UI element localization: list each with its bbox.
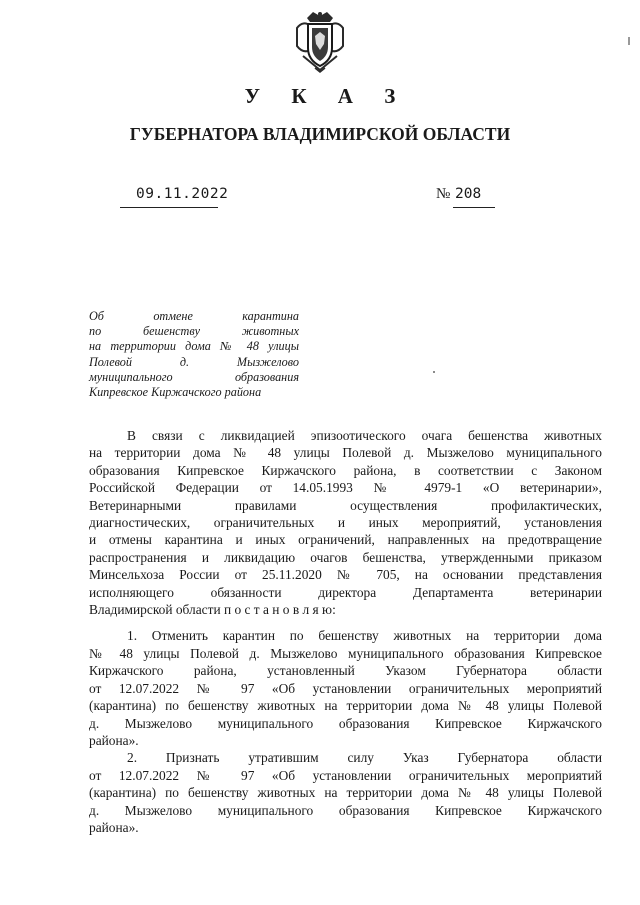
- preamble-paragraph: [89, 427, 602, 618]
- decree-item-2: [89, 749, 602, 836]
- subject-line: по бешенству животных: [89, 324, 299, 339]
- body-line: диагностических, ограничительных и иных мероприятий, установления: [89, 515, 602, 531]
- subject-line: Кипревское Киржачского района: [89, 385, 262, 400]
- coat-of-arms-icon: [293, 10, 347, 74]
- body-line: от 12.07.2022 № 97 «Об установлении ограничительных мероприятий: [89, 767, 602, 783]
- body-line: д. Мызжелово муниципального образования Кипревское Киржачского: [89, 802, 602, 818]
- body-line: (карантина) по бешенству животных на территории дома № 48 улицы Полевой: [89, 785, 602, 801]
- body-line: Ветеринарными правилами осуществления профилактических,: [89, 497, 602, 513]
- body-line: Минсельхоза России от 25.11.2020 № 705, на основании представления: [89, 567, 602, 583]
- body-line: Российской Федерации от 14.05.1993 № 4979-1 «О ветеринарии»,: [89, 480, 602, 496]
- document-subtitle: ГУБЕРНАТОРА ВЛАДИМИРСКОЙ ОБЛАСТИ: [129, 124, 511, 144]
- subject-line: Об отмене карантина: [89, 309, 299, 323]
- subject-line: муниципального образования: [89, 369, 299, 384]
- decree-item-1: [89, 627, 602, 749]
- scan-artifact: [433, 371, 435, 373]
- body-line: (карантина) по бешенству животных на территории дома № 48 улицы Полевой: [89, 698, 602, 714]
- document-body: [89, 427, 602, 836]
- document-number: 208: [455, 186, 482, 202]
- body-line: района».: [89, 732, 139, 748]
- subject-line: на территории дома № 48 улицы: [89, 339, 299, 354]
- body-line: образования Кипревское Киржачского района, в соответствии с Законом: [89, 462, 602, 478]
- body-line: В связи с ликвидацией эпизоотического очага бешенства животных: [127, 428, 602, 443]
- body-line: 1. Отменить карантин по бешенству животных на территории дома: [127, 628, 602, 644]
- body-line: распространения и ликвидацию очагов бешенства, утвержденными приказом: [89, 549, 602, 565]
- document-subject: [89, 309, 299, 400]
- body-line: Владимирской области п о с т а н о в л я ю:: [89, 602, 336, 618]
- body-line: на территории дома № 48 улицы Полевой д. Мызжелово муниципального: [89, 445, 602, 461]
- document-title: У К А З: [244, 84, 409, 108]
- body-line: Киржачского района, установленный Указом Губернатора области: [89, 663, 602, 679]
- number-label: №: [436, 186, 451, 202]
- body-line: и отмены карантина и иных ограничений, направленных на предотвращение: [89, 532, 602, 548]
- body-line: от 12.07.2022 № 97 «Об установлении ограничительных мероприятий: [89, 680, 602, 696]
- body-line: 2. Признать утратившим силу Указ Губернатора области: [127, 750, 602, 766]
- body-line: исполняющего обязанности директора Департамента ветеринарии: [89, 584, 602, 600]
- subject-line: Полевой д. Мызжелово: [89, 354, 299, 369]
- body-line: № 48 улицы Полевой д. Мызжелово муниципального образования Кипревское: [89, 645, 602, 661]
- scan-artifact: [628, 37, 630, 45]
- body-line: д. Мызжелово муниципального образования Кипревское Киржачского: [89, 715, 602, 731]
- document-date: 09.11.2022: [136, 186, 229, 202]
- body-line: района».: [89, 819, 139, 835]
